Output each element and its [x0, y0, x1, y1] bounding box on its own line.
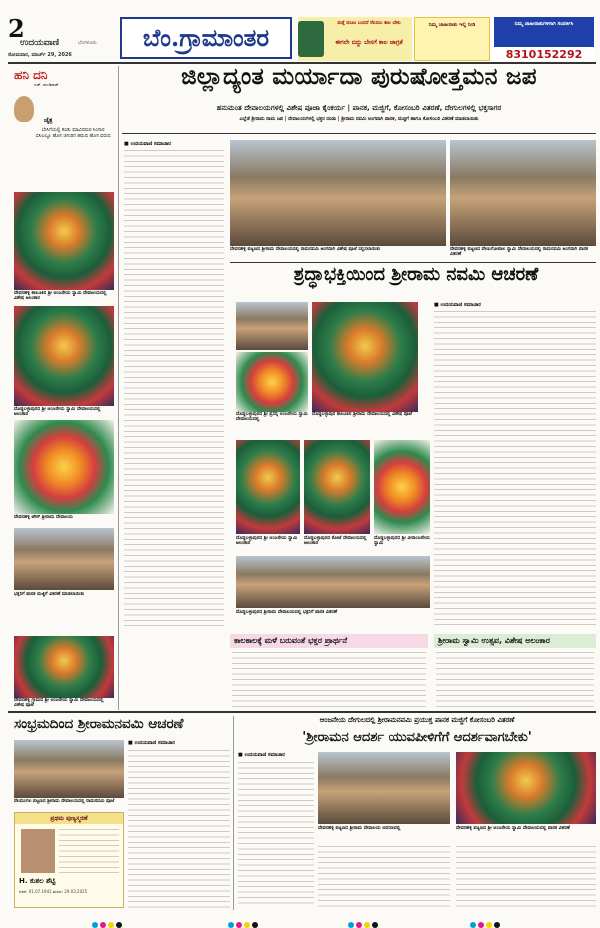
obituary-dates: ಜನನ: 01.07.1941 ಮರಣ: 29.03.2025: [19, 889, 88, 894]
ad1-line1: ಮತ್ತೆ ಬಿಸಿಲು ಬಂದರೆ ನೆಲಸಲು ಕಾಲ ಬೇಕು: [337, 21, 401, 26]
crowd-caption-left: ಭಕ್ತರಿಗೆ ಪಾನಕ ಮಜ್ಜಿಗೆ ವಿತರಣೆ ಮಾಡಲಾಯಿತು: [14, 592, 85, 597]
story4-photo-1: [318, 752, 450, 824]
story2-caption-4: ದೊಡ್ಡಬಳ್ಳಾಪುರದ ಕೋಟೆ ದೇವಾಲಯದಲ್ಲಿ ಅಲಂಕಾರ: [304, 536, 367, 547]
story2-photo-1b: [236, 352, 308, 412]
obituary-portrait: [21, 829, 55, 873]
story2-kicker: ■ ಉದಯವಾಣಿ ಸಮಾಚಾರ: [434, 302, 481, 308]
lead-kicker: ■ ಉದಯವಾಣಿ ಸಮಾಚಾರ: [124, 141, 171, 147]
box1-headline: ಕಾಲಕಾಲಕ್ಕೆ ಮಳೆ ಬರುವಂತೆ ಭಕ್ತರ ಪ್ರಾರ್ಥನೆ: [234, 636, 348, 645]
story3-kicker: ■ ಉದಯವಾಣಿ ಸಮಾಚಾರ: [128, 740, 175, 746]
story4-kicker: ■ ಉದಯವಾಣಿ ಸಮಾಚಾರ: [238, 752, 285, 758]
section-title-box: [120, 17, 292, 59]
dateline: ಸೋಮವಾರ, ಮಾರ್ಚ್ 29, 2026: [8, 52, 72, 58]
deity-caption-3: ದೇವನಹಳ್ಳಿ ಟೌನ್ ಶ್ರೀರಾಮ ದೇವಾಲಯ: [14, 515, 73, 520]
lead-caption-main: ದೇವನಹಳ್ಳಿ ಪಟ್ಟಣದ ಶ್ರೀರಾಮ ದೇವಾಲಯದಲ್ಲಿ ರಾಮನವಮಿ ಅಂಗವಾಗಿ ವಿಶೇಷ ಪೂಜೆ ಸಲ್ಲಿಸಲಾಯಿತು: [230, 247, 381, 252]
story2-body-text: [434, 311, 596, 629]
box2-header: [434, 634, 596, 648]
section-title: ಬೆಂ.ಗ್ರಾಮಾಂತರ: [142, 23, 270, 52]
story2-caption-1: ದೊಡ್ಡಬಳ್ಳಾಪುರದ ಶ್ರೀ ಪ್ರಸನ್ನ ಆಂಜನೇಯ ಸ್ವಾಮಿ ದೇವಾಲಯದಲ್ಲಿ: [236, 412, 308, 423]
obituary-text: [59, 829, 119, 873]
story4-photo-2: [456, 752, 596, 824]
bottom-column-divider: [233, 716, 234, 910]
story3-caption: ನೆಲಮಂಗಲ ಪಟ್ಟಣದ ಶ್ರೀರಾಮ ದೇವಾಲಯದಲ್ಲಿ ರಾಮನವಮಿ ಪೂಜೆ: [14, 799, 115, 804]
poem-text: ಬೇಸಿಗೆಯಲ್ಲಿ ಕಂಡು ಮಾವಿನಮರ ಸಿಂಗಾರ ಬಿಸಿಲಲ್ಲೂ ಹೊಸ ಚಿಗುರಿನ ಹರುಷ ಹೊಸ ವರುಷ: [35, 128, 111, 140]
crowd-photo-left: [14, 528, 114, 590]
registration-marks-2: [228, 913, 260, 919]
lead-photo-right: [450, 140, 596, 246]
deity-photo-4: [14, 636, 114, 698]
box1-header: [230, 634, 428, 648]
story4-headline: 'ಶ್ರೀರಾಮನ ಆದರ್ಶ ಯುವಪೀಳಿಗೆಗೆ ಆದರ್ಶವಾಗಬೇಕು': [302, 730, 532, 745]
paper-name: ಉದಯವಾಣಿ: [20, 38, 60, 48]
story2-headline: ಶ್ರದ್ಧಾಭಕ್ತಿಯಿಂದ ಶ್ರೀರಾಮ ನವಮಿ ಆಚರಣೆ: [293, 264, 539, 285]
story4-body-col3: [456, 846, 596, 908]
lower-section-rule: [8, 711, 596, 713]
story4-caption-2: ದೇವನಹಳ್ಳಿ ಪಟ್ಟಣದ ಶ್ರೀ ಆಂಜನೇಯ ಸ್ವಾಮಿ ದೇವಾಲಯದಲ್ಲಿ ಪಾನಕ ವಿತರಣೆ: [456, 826, 570, 831]
story2-photo-1: [236, 302, 308, 350]
ad2-phone-number: 8310152292: [505, 48, 583, 61]
story2-rule: [230, 262, 596, 263]
poem-heading: ಚೈತ್ರ: [44, 117, 53, 124]
lead-caption-right: ದೇವನಹಳ್ಳಿ ಪಟ್ಟಣದ ವೇಣುಗೋಪಾಲ ಸ್ವಾಮಿ ದೇವಾಲಯದಲ್ಲಿ ರಾಮನವಮಿ ಅಂಗವಾಗಿ ಪಾನಕ ವಿತರಣೆ: [450, 247, 589, 258]
story4-prehead: ಆಂಜನೇಯ ದೇಗುಲದಲ್ಲಿ ಶ್ರೀರಾಮನವಮಿ ಪ್ರಯುಕ್ತ ಪಾನಕ ಮಜ್ಜಿಗೆ ಕೋಸಂಬರಿ ವಿತರಣೆ: [319, 716, 515, 724]
lead-body-text: [124, 150, 224, 630]
honey-dani-title: ಹನಿ ದನಿ: [14, 68, 48, 82]
column-divider: [118, 66, 119, 710]
ad1-line2: ಈಗಲೇ ಬಿದ್ದು ಬೇಸಗೆ ಕಾಲ ಜಾಗ್ರತೆ: [335, 39, 403, 46]
box2-body-text: [436, 652, 594, 708]
author-avatar: [14, 96, 34, 122]
page-number: 2: [8, 14, 25, 43]
advertisement-summer: [298, 17, 412, 61]
lead-deck: ಎಲ್ಲೆಡೆ ಶ್ರೀರಾಮ ನಾಮ ಜಪ | ದೇವಾಲಯಗಳಲ್ಲಿ ಭಕ್ತರ ದಂಡು | ಶ್ರೀರಾಮ ನವಮಿ ಅಂಗವಾಗಿ ಪಾನಕ, ಮಜ್ಜಿಗೆ ಹಾಗೂ ಕೋಸಂಬರಿ ವಿತರಣೆ ಮಾಡಲಾಯಿತು: [239, 117, 479, 122]
paper-edition: ಬೆಂಗಳೂರು: [78, 40, 97, 46]
deity-photo-2: [14, 306, 114, 406]
deity-caption-4: ದೇವನಹಳ್ಳಿ ಗ್ರಾಮದ ಶ್ರೀ ಆಂಜನೇಯ ಸ್ವಾಮಿ ದೇವಾಲಯದಲ್ಲಿ ವಿಶೇಷ ಪೂಜೆ: [14, 698, 104, 709]
lead-photo-main: [230, 140, 446, 246]
phone-icon: [298, 21, 324, 57]
story2-photo-6: [236, 556, 430, 608]
story4-caption-1: ದೇವನಹಳ್ಳಿ ಪಟ್ಟಣದ ಶ್ರೀರಾಮ ದೇವಾಲಯ ಆವರಣದಲ್ಲಿ: [318, 826, 401, 831]
obituary-box: [14, 812, 124, 908]
registration-marks-4: [470, 913, 502, 919]
deity-caption-2: ದೊಡ್ಡಬಳ್ಳಾಪುರದ ಶ್ರೀ ಆಂಜನೇಯ ಸ್ವಾಮಿ ದೇವಾಲಯದಲ್ಲಿ ಅಲಂಕಾರ: [14, 407, 101, 418]
registration-marks-1: [92, 913, 124, 919]
lead-headline: ಜಿಲ್ಲಾದ್ಯಂತ ಮರ್ಯಾದಾ ಪುರುಷೋತ್ತಮನ ಜಪ: [181, 64, 537, 90]
advertisement-contact: [414, 17, 594, 61]
story2-photo-2: [312, 302, 418, 412]
box1-body-text: [232, 652, 426, 708]
story2-caption-2: ದೊಡ್ಡಬಳ್ಳಾಪುರ ತಾಲೂಕಿನ ಶ್ರೀರಾಮ ದೇವಾಲಯದಲ್ಲಿ ವಿಶೇಷ ಪೂಜೆ: [312, 412, 413, 417]
story3-photo: [14, 740, 124, 798]
story3-headline: ಸಂಭ್ರಮದಿಂದ ಶ್ರೀರಾಮನವಮಿ ಆಚರಣೆ: [14, 716, 184, 732]
story2-photo-3: [236, 440, 300, 534]
ad2-left-text: ನಿಮ್ಮ ಜಾಹೀರಾತು ಇಲ್ಲಿ ನೀಡಿ: [414, 17, 490, 61]
story2-photo-5: [374, 440, 430, 534]
story2-photo-4: [304, 440, 370, 534]
obituary-title: ಪ್ರಥಮ ಪುಣ್ಯಸ್ಮರಣೆ: [15, 813, 123, 824]
lead-subhead: ಹನುಮಂತ ದೇವಾಲಯಗಳಲ್ಲಿ ವಿಶೇಷ ಪೂಜಾ ಕೈಂಕರ್ಯ | ಪಾನಕ, ಮಜ್ಜಿಗೆ, ಕೋಸಂಬರಿ ವಿತರಣೆ, ದೇಗುಲಗಳಲ್ಲಿ ಭಕ್ತಸಾಗರ: [216, 103, 502, 112]
story2-caption-3: ದೊಡ್ಡಬಳ್ಳಾಪುರದ ಶ್ರೀ ಆಂಜನೇಯ ಸ್ವಾಮಿ ಅಲಂಕಾರ: [236, 536, 298, 547]
story2-caption-6: ದೊಡ್ಡಬಳ್ಳಾಪುರದ ಶ್ರೀರಾಮ ದೇವಾಲಯದಲ್ಲಿ ಭಕ್ತರಿಗೆ ಪಾನಕ ವಿತರಣೆ: [236, 610, 338, 615]
deity-caption-1: ದೇವನಹಳ್ಳಿ ತಾಲೂಕಿನ ಶ್ರೀ ಆಂಜನೇಯ ಸ್ವಾಮಿ ದೇವಾಲಯದಲ್ಲಿ ವಿಶೇಷ ಅಲಂಕಾರ: [14, 291, 107, 302]
honey-dani-author: ಎಚ್. ಡುಂಡಿರಾಜ್: [34, 82, 59, 87]
deck-rule: [122, 133, 596, 134]
registration-marks-3: [348, 913, 380, 919]
ad2-right-text: ನಿಮ್ಮ ಜಾಹೀರಾತುಗಳಿಗಾಗಿ ಸಂಪರ್ಕಿಸಿ: [494, 17, 594, 47]
story4-body-col2: [318, 846, 450, 908]
obituary-name: H. ಕುಶಲ ಶೆಟ್ಟಿ: [19, 877, 56, 885]
story2-caption-5: ದೊಡ್ಡಬಳ್ಳಾಪುರದ ಶ್ರೀ ವೀರಾಂಜನೇಯ ಸ್ವಾಮಿ: [374, 536, 430, 547]
story4-body-col1: [238, 762, 314, 908]
deity-photo-1: [14, 192, 114, 290]
box2-headline: ಶ್ರೀರಾಮ ಸ್ವಾಮಿ ಉತ್ಸವ, ವಿಶೇಷ ಅಲಂಕಾರ: [438, 636, 550, 645]
story3-body-text: [128, 750, 230, 908]
deity-photo-3: [14, 420, 114, 514]
